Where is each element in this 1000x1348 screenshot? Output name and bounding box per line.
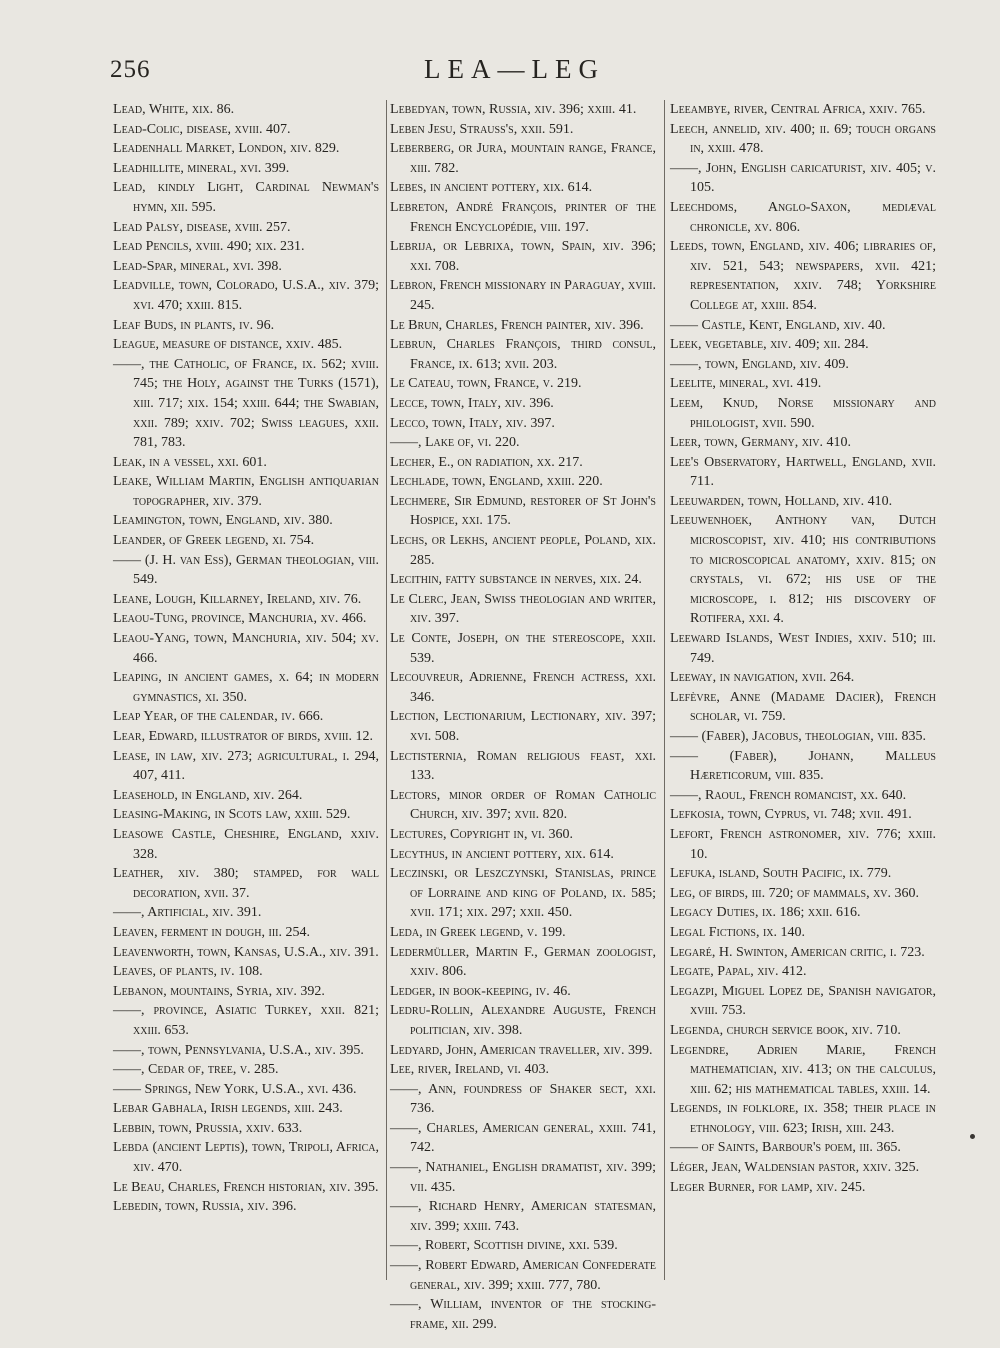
index-entry: ——, town, Pennsylvania, U.S.A., xiv. 395. (113, 1042, 364, 1058)
index-entry: Lection, Lectionarium, Lectionary, xiv. 397; xvi. 508. (390, 709, 656, 744)
index-entry: Lebron, French missionary in Paraguay, xviii. 245. (390, 278, 656, 313)
index-entry: Lecher, E., on radiation, xx. 217. (390, 454, 583, 470)
index-entry: Leaves, of plants, iv. 108. (113, 964, 263, 980)
index-entry: Leaven, ferment in dough, iii. 254. (113, 924, 310, 940)
index-entry: Lead, White, xix. 86. (113, 102, 235, 117)
index-entry: Lebanon, mountains, Syria, xiv. 392. (113, 983, 325, 999)
index-entry: Lead, kindly Light, Cardinal Newman's hymn, xii. 595. (113, 180, 379, 215)
index-entry: —— of Saints, Barbour's poem, iii. 365. (670, 1140, 901, 1156)
index-entry: Leem, Knud, Norse missionary and philologist, xvii. 590. (670, 395, 936, 431)
index-entry: Leeambye, river, Central Africa, xxiv. 765. (670, 102, 926, 117)
index-entry: Leasowe Castle, Cheshire, England, xxiv. 328. (113, 826, 379, 862)
index-entry: ——, Nathaniel, English dramatist, xiv. 399; vii. 435. (390, 1160, 656, 1195)
index-entry: Leap Year, of the calendar, iv. 666. (113, 709, 324, 725)
index-entry: Lee's Observatory, Hartwell, England, xvii. 711. (670, 454, 936, 490)
index-entry: Lead-Colic, disease, xviii. 407. (113, 121, 291, 137)
index-entry: Leech, annelid, xiv. 400; ii. 69; touch organs in, xxiii. 478. (670, 121, 936, 157)
index-entry: ——, Robert, Scottish divine, xxi. 539. (390, 1238, 618, 1254)
index-column-1 (113, 100, 379, 1217)
index-entry: Lefèvre, Anne (Madame Dacier), French scholar, vi. 759. (670, 689, 936, 725)
index-entry: Lebbin, town, Prussia, xxiv. 633. (113, 1120, 303, 1136)
index-entry: Lefkosia, town, Cyprus, vi. 748; xvii. 491. (670, 807, 912, 823)
index-entry: Lectures, Copyright in, vi. 360. (390, 826, 574, 842)
index-entry: Legendre, Adrien Marie, French mathematician, xiv. 413; on the calculus, xiii. 62; his mathematical tables, xxiii. 14. (670, 1042, 936, 1097)
index-entry: Leeway, in navigation, xvii. 264. (670, 670, 855, 686)
index-entry: Le Cateau, town, France, v. 219. (390, 376, 582, 392)
index-entry: ——, province, Asiatic Turkey, xxii. 821; xxiii. 653. (113, 1003, 379, 1038)
index-entry: Leavenworth, town, Kansas, U.S.A., xiv. 391. (113, 944, 379, 960)
index-entry: Lead-Spar, mineral, xvi. 398. (113, 258, 282, 274)
index-entry: Lecythus, in ancient pottery, xix. 614. (390, 846, 614, 862)
index-entry: Lecithin, fatty substance in nerves, xix. 24. (390, 572, 642, 588)
index-entry: Ledru-Rollin, Alexandre Auguste, French politician, xiv. 398. (390, 1003, 656, 1038)
index-entry: Ledyard, John, American traveller, xiv. 399. (390, 1042, 653, 1058)
index-entry: ——, Lake of, vi. 220. (390, 435, 520, 451)
column-divider (664, 100, 665, 1280)
index-entry: Leechdoms, Anglo-Saxon, mediæval chronicle, xv. 806. (670, 199, 936, 235)
index-entry: Le Clerc, Jean, Swiss theologian and writer, xiv. 397. (390, 591, 656, 627)
index-entry: Leeds, town, England, xiv. 406; libraries of, xiv. 521, 543; newspapers, xvii. 421; representation, xxiv. 748; Yorkshire College at, xxiii. 854. (670, 239, 936, 313)
index-entry: Léger, Jean, Waldensian pastor, xxiv. 325. (670, 1160, 920, 1176)
index-entry: Leamington, town, England, xiv. 380. (113, 513, 333, 529)
index-entry: Leger Burner, for lamp, xiv. 245. (670, 1179, 866, 1195)
index-entry: ——, town, England, xiv. 409. (670, 356, 849, 372)
index-entry: Leeward Islands, West Indies, xxiv. 510; iii. 749. (670, 631, 936, 666)
index-entry: Leeuwarden, town, Holland, xiv. 410. (670, 493, 893, 509)
index-entry: Legenda, church service book, xiv. 710. (670, 1022, 901, 1038)
index-entry: Lechlade, town, England, xxiii. 220. (390, 474, 603, 490)
index-entry: Leg, of birds, iii. 720; of mammals, xv. 360. (670, 885, 920, 901)
index-entry: Leben Jesu, Strauss's, xxii. 591. (390, 121, 574, 137)
index-entry: Leek, vegetable, xiv. 409; xii. 284. (670, 337, 869, 353)
index-entry: Lebrun, Charles François, third consul, France, ix. 613; xvii. 203. (390, 337, 656, 372)
index-entry: Lecce, town, Italy, xiv. 396. (390, 395, 554, 411)
column-divider (386, 100, 387, 1280)
index-entry: Lead Palsy, disease, xviii. 257. (113, 219, 291, 235)
index-entry: Lebedin, town, Russia, xiv. 396. (113, 1199, 297, 1215)
index-entry: —— (J. H. van Ess), German theologian, viii. 549. (113, 552, 379, 588)
print-speck (970, 1134, 975, 1139)
index-entry: Leasing-Making, in Scots law, xxiii. 529. (113, 807, 351, 823)
index-entry: Leeuwenhoek, Anthony van, Dutch microscopist, xiv. 410; his contributions to microscopical anatomy, xxiv. 815; on crystals, vi. 672; his use of the microscope, i. 812; his discovery of Rotifera, xxi. 4. (670, 513, 936, 627)
index-entry: Lear, Edward, illustrator of birds, xviii. 12. (113, 729, 373, 744)
index-entry: Lecouvreur, Adrienne, French actress, xxi. 346. (390, 670, 656, 705)
index-entry: Lectisternia, Roman religious feast, xxi. 133. (390, 748, 656, 784)
index-entry: ——, Charles, American general, xxiii. 741, 742. (390, 1120, 656, 1156)
index-entry: ——, John, English caricaturist, xiv. 405; v. 105. (670, 160, 936, 196)
index-entry: Lebes, in ancient pottery, xix. 614. (390, 180, 593, 196)
index-entry: ——, Artificial, xiv. 391. (113, 905, 262, 921)
index-column-2 (390, 100, 656, 1334)
index-entry: Leak, in a vessel, xxi. 601. (113, 454, 267, 470)
index-entry: Lease, in law, xiv. 273; agricultural, i. 294, 407, 411. (113, 748, 379, 784)
index-entry: Legate, Papal, xiv. 412. (670, 964, 807, 980)
index-entry: Le Beau, Charles, French historian, xiv. 395. (113, 1179, 379, 1195)
index-entry: Leczinski, or Leszczynski, Stanislas, prince of Lorraine and king of Poland, ix. 585; xvii. 171; xix. 297; xxii. 450. (390, 866, 656, 921)
index-entry: Leasehold, in England, xiv. 264. (113, 787, 303, 803)
index-entry: —— Springs, New York, U.S.A., xvi. 436. (113, 1081, 357, 1097)
index-entry: Lefuka, island, South Pacific, ix. 779. (670, 866, 892, 882)
index-entry: Lebrija, or Lebrixa, town, Spain, xiv. 396; xxi. 708. (390, 239, 656, 274)
index-entry: ——, Ann, foundress of Shaker sect, xxi. 736. (390, 1081, 656, 1117)
page-number: 256 (110, 56, 151, 83)
index-entry: ——, Raoul, French romancist, xx. 640. (670, 787, 907, 803)
index-entry: Leda, in Greek legend, v. 199. (390, 924, 566, 940)
index-entry: Leaf Buds, in plants, iv. 96. (113, 317, 275, 333)
index-entry: Leaou-Yang, town, Manchuria, xiv. 504; xv. 466. (113, 631, 379, 666)
index-column-3 (670, 100, 936, 1197)
index-entry: Lead Pencils, xviii. 490; xix. 231. (113, 239, 305, 255)
index-entry: —— Castle, Kent, England, xiv. 40. (670, 317, 886, 333)
index-entry: Lefort, French astronomer, xiv. 776; xxiii. 10. (670, 826, 936, 862)
index-entry: Leer, town, Germany, xiv. 410. (670, 435, 851, 451)
index-entry: ——, Cedar of, tree, v. 285. (113, 1062, 279, 1078)
index-entry: Le Brun, Charles, French painter, xiv. 396. (390, 317, 644, 333)
index-entry: Leberberg, or Jura, mountain range, France, xiii. 782. (390, 141, 656, 176)
index-entry: Leaou-Tung, province, Manchuria, xv. 466. (113, 611, 367, 627)
index-entry: Lectors, minor order of Roman Catholic Church, xiv. 397; xvii. 820. (390, 787, 656, 823)
index-entry: Lechmere, Sir Edmund, restorer of St John's Hospice, xxi. 175. (390, 493, 656, 529)
index-entry: Lecco, town, Italy, xiv. 397. (390, 415, 555, 431)
index-entry: Legazpi, Miguel Lopez de, Spanish navigator, xviii. 753. (670, 983, 936, 1019)
index-entry: Leane, Lough, Killarney, Ireland, xiv. 76. (113, 591, 362, 607)
index-entry: Leadville, town, Colorado, U.S.A., xiv. 379; xvi. 470; xxiii. 815. (113, 278, 379, 313)
index-entry: ——, Richard Henry, American statesman, xiv. 399; xxiii. 743. (390, 1199, 656, 1234)
index-entry: Lebedyan, town, Russia, xiv. 396; xxiii. 41. (390, 102, 637, 117)
index-entry: Leander, of Greek legend, xi. 754. (113, 533, 315, 549)
index-entry: Legacy Duties, ix. 186; xxii. 616. (670, 905, 861, 921)
index-entry: ——, the Catholic, of France, ix. 562; xviii. 745; the Holy, against the Turks (1571), xiii. 717; xix. 154; xxiii. 644; the Swabian, xxii. 789; xxiv. 702; Swiss leagues, xxii. 781, 783. (113, 356, 379, 451)
index-entry: Leelite, mineral, xvi. 419. (670, 376, 822, 392)
index-entry: Leadenhall Market, London, xiv. 829. (113, 141, 340, 157)
index-entry: Le Conte, Joseph, on the stereoscope, xxii. 539. (390, 631, 656, 666)
index-entry: Lebreton, André François, printer of the French Encyclopédie, viii. 197. (390, 199, 656, 235)
index-entry: Lechs, or Lekhs, ancient people, Poland, xix. 285. (390, 533, 656, 568)
index-entry: League, measure of distance, xxiv. 485. (113, 337, 343, 353)
index-entry: Leadhillite, mineral, xvi. 399. (113, 160, 290, 176)
index-entry: Legends, in folklore, ix. 358; their place in ethnology, viii. 623; Irish, xiii. 243. (670, 1101, 936, 1136)
running-head: LEA—LEG (424, 54, 605, 84)
index-entry: Lebar Gabhala, Irish legends, xiii. 243. (113, 1101, 343, 1117)
index-entry: —— (Faber), Jacobus, theologian, viii. 835. (670, 729, 926, 744)
index-entry: ——, William, inventor of the stocking-frame, xii. 299. (390, 1297, 656, 1332)
index-entry: Legal Fictions, ix. 140. (670, 924, 806, 940)
index-entry: Leather, xiv. 380; stamped, for wall decoration, xvii. 37. (113, 866, 379, 901)
index-entry: Ledermüller, Martin F., German zoologist, xxiv. 806. (390, 944, 656, 980)
index-entry: Leake, William Martin, English antiquarian topographer, xiv. 379. (113, 474, 379, 509)
index-entry: Ledger, in book-keeping, iv. 46. (390, 983, 571, 999)
index-entry: Lebda (ancient Leptis), town, Tripoli, Africa, xiv. 470. (113, 1140, 379, 1176)
index-entry: Lee, river, Ireland, vi. 403. (390, 1062, 550, 1078)
index-entry: ——, Robert Edward, American Confederate general, xiv. 399; xxiii. 777, 780. (390, 1258, 656, 1293)
index-entry: Leaping, in ancient games, x. 64; in modern gymnastics, xi. 350. (113, 670, 379, 705)
index-entry: —— (Faber), Johann, Malleus Hæreticorum, viii. 835. (670, 748, 936, 784)
index-entry: Legaré, H. Swinton, American critic, i. 723. (670, 944, 925, 960)
